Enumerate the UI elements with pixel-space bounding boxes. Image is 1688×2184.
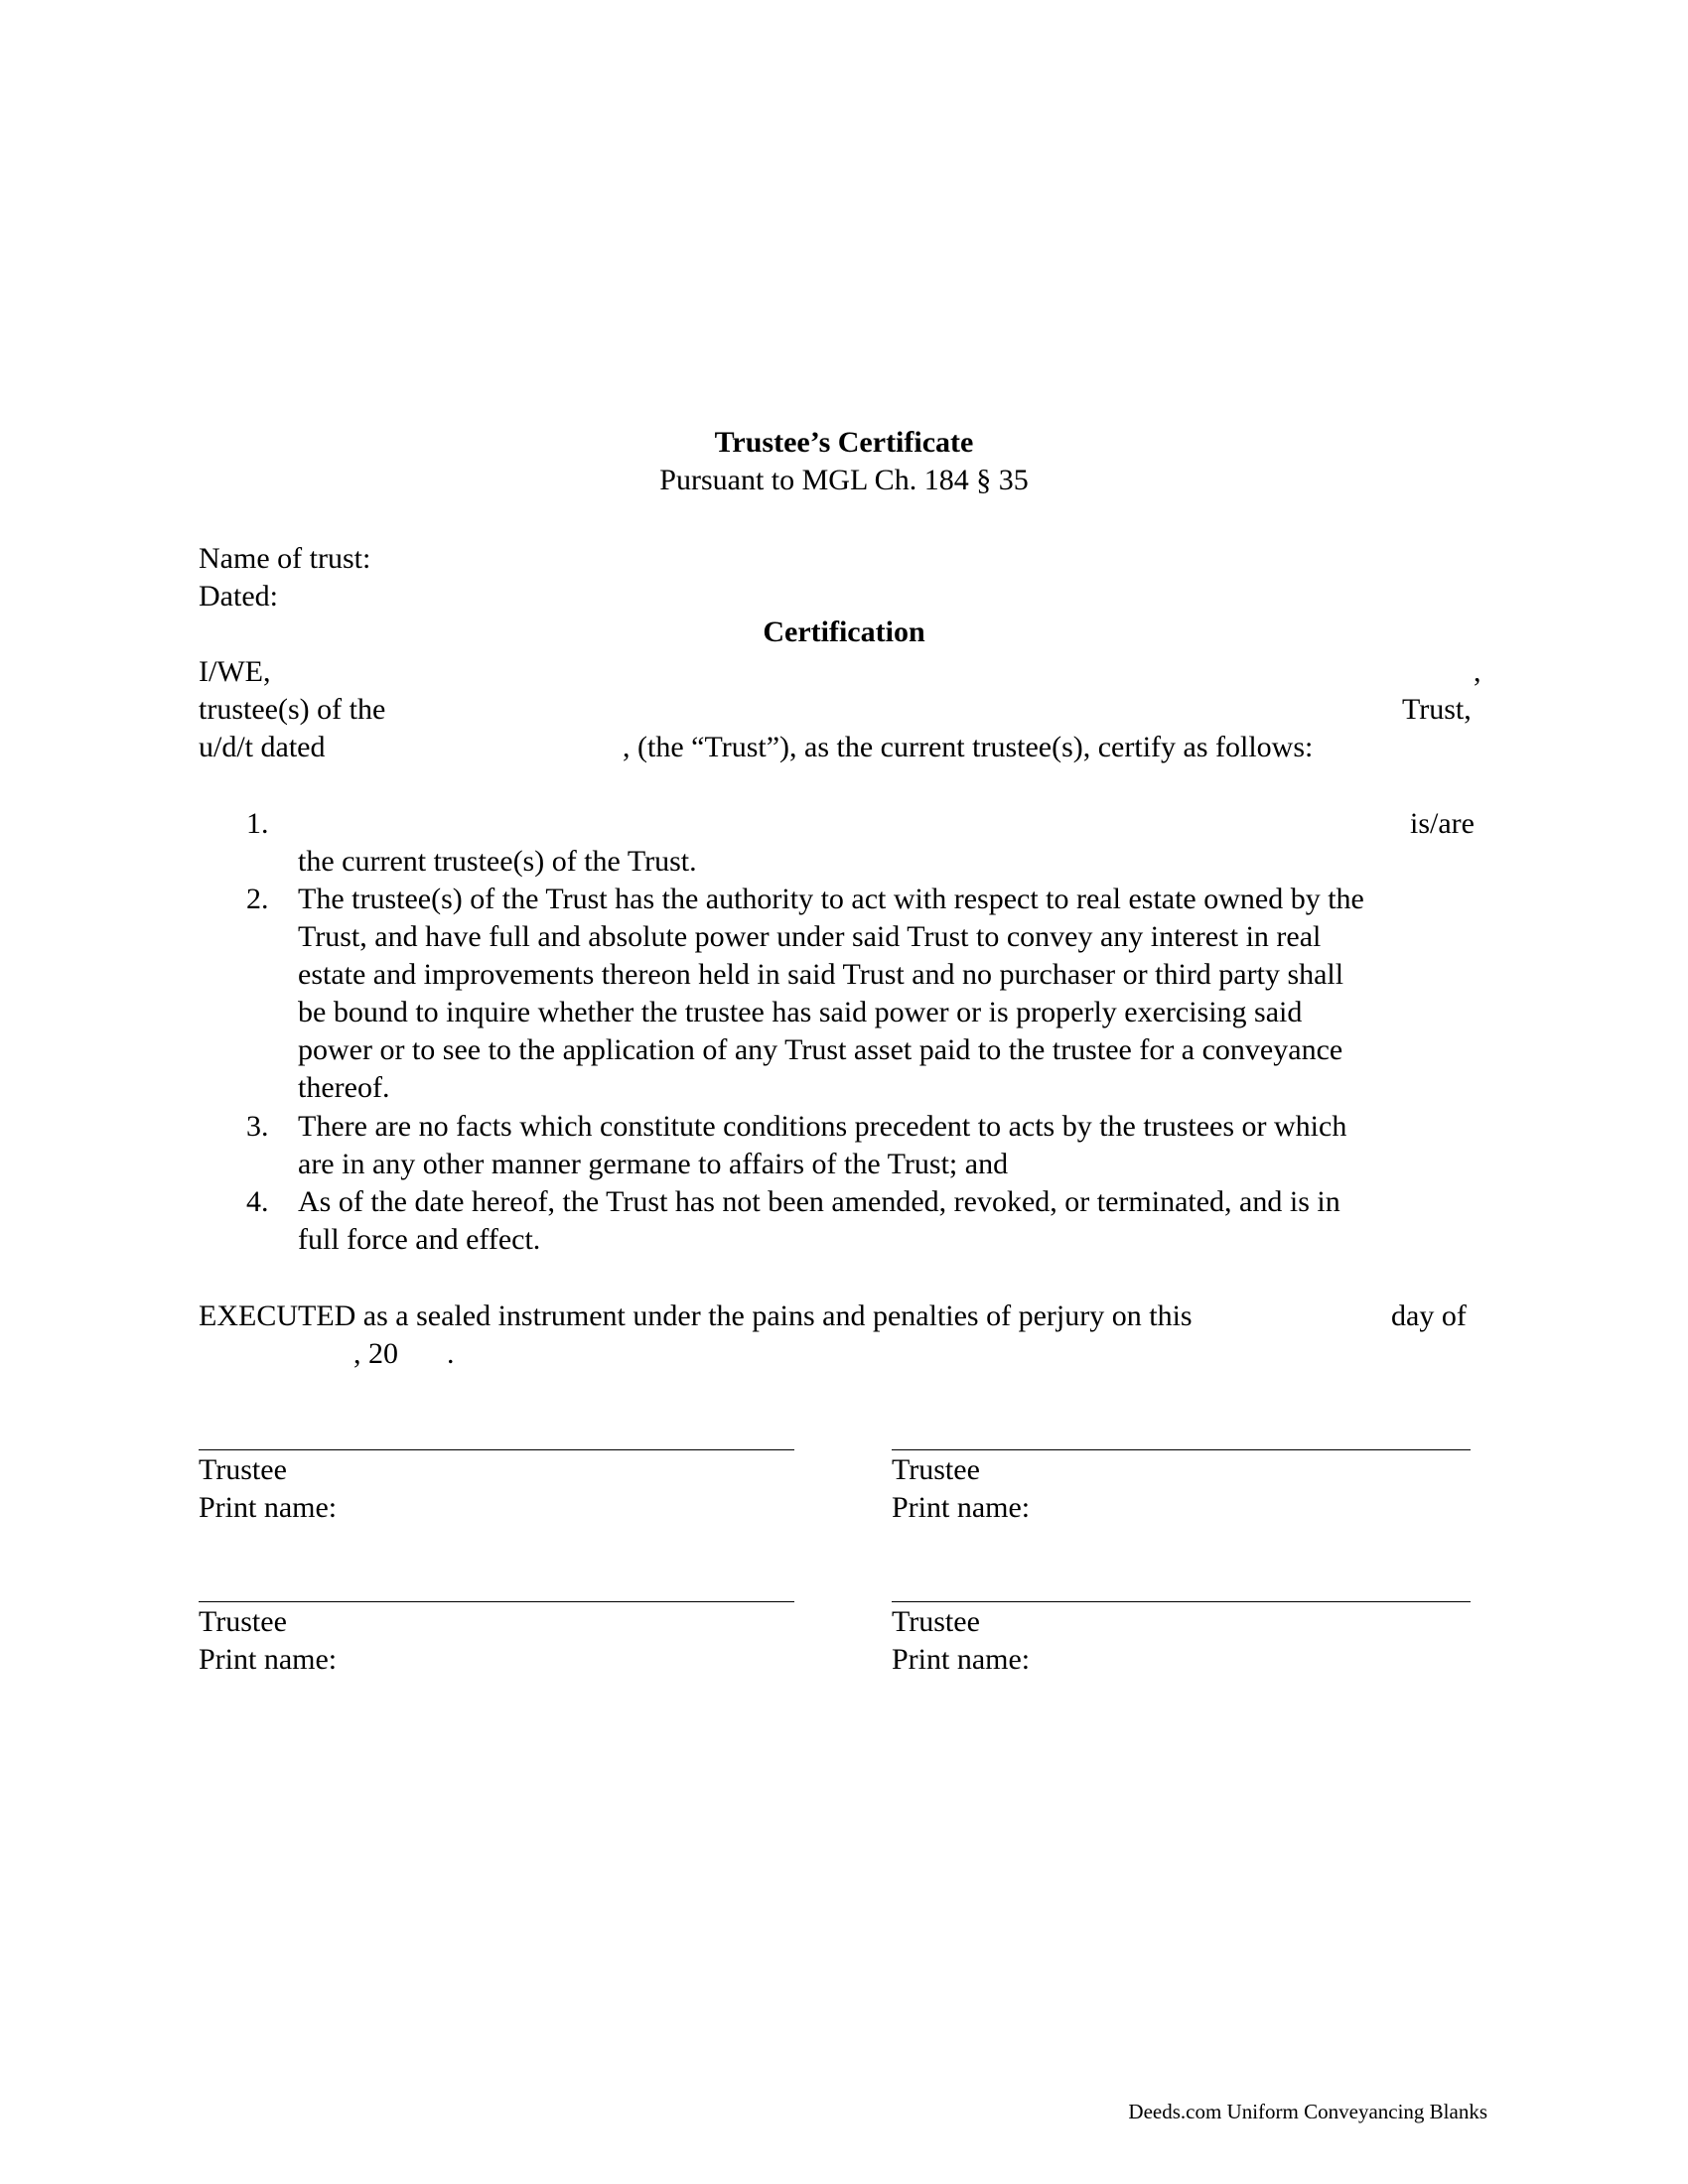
day-of-text: day of <box>1391 1299 1467 1332</box>
list-item-4-line: As of the date hereof, the Trust has not been amended, revoked, or terminated, and is in <box>298 1185 1340 1218</box>
trust-label: Trust, <box>1402 693 1472 726</box>
document-subtitle: Pursuant to MGL Ch. 184 § 35 <box>659 464 1029 496</box>
print-name-label: Print name: <box>892 1491 1031 1524</box>
list-item-2-line: estate and improvements thereon held in said Trust and no purchaser or third party shall <box>298 958 1344 991</box>
udt-dated-label: u/d/t dated <box>199 731 326 763</box>
list-item-2-line: thereof. <box>298 1071 390 1104</box>
year-prefix: , 20 <box>353 1337 398 1370</box>
signature-line <box>199 1601 794 1602</box>
signature-line <box>892 1449 1471 1450</box>
signature-role: Trustee <box>892 1453 980 1486</box>
list-item-1-text: the current trustee(s) of the Trust. <box>298 845 697 878</box>
signature-role: Trustee <box>892 1605 980 1638</box>
print-name-label: Print name: <box>892 1643 1031 1676</box>
name-of-trust-label: Name of trust: <box>199 542 371 575</box>
certification-heading: Certification <box>763 615 925 648</box>
page-footer: Deeds.com Uniform Conveyancing Blanks <box>1128 2100 1487 2123</box>
certify-text: , (the “Trust”), as the current trustee(s), certify as follows: <box>623 731 1314 763</box>
list-item-4-number: 4. <box>246 1185 269 1218</box>
list-item-2-number: 2. <box>246 883 269 915</box>
iwe-label: I/WE, <box>199 655 271 688</box>
print-name-label: Print name: <box>199 1491 338 1524</box>
trustees-of-the-label: trustee(s) of the <box>199 693 386 726</box>
year-suffix: . <box>447 1337 455 1370</box>
list-item-2-line: The trustee(s) of the Trust has the authority to act with respect to real estate owned by the <box>298 883 1364 915</box>
iwe-comma: , <box>1474 655 1481 688</box>
list-item-1-end-text: is/are <box>1410 807 1475 840</box>
executed-text: EXECUTED as a sealed instrument under the pains and penalties of perjury on this <box>199 1299 1193 1332</box>
list-item-4-line: full force and effect. <box>298 1223 541 1256</box>
list-item-2-line: power or to see to the application of any Trust asset paid to the trustee for a conveyance <box>298 1033 1343 1066</box>
list-item-3-line: There are no facts which constitute conditions precedent to acts by the trustees or which <box>298 1110 1347 1143</box>
signature-line <box>892 1601 1471 1602</box>
list-item-3-line: are in any other manner germane to affairs of the Trust; and <box>298 1148 1009 1180</box>
document-title: Trustee’s Certificate <box>714 426 974 459</box>
dated-label: Dated: <box>199 580 278 613</box>
list-item-2-line: be bound to inquire whether the trustee has said power or is properly exercising said <box>298 996 1303 1028</box>
list-item-1-number: 1. <box>246 807 269 840</box>
list-item-2-line: Trust, and have full and absolute power under said Trust to convey any interest in real <box>298 920 1322 953</box>
signature-role: Trustee <box>199 1605 287 1638</box>
signature-line <box>199 1449 794 1450</box>
list-item-3-number: 3. <box>246 1110 269 1143</box>
print-name-label: Print name: <box>199 1643 338 1676</box>
signature-role: Trustee <box>199 1453 287 1486</box>
